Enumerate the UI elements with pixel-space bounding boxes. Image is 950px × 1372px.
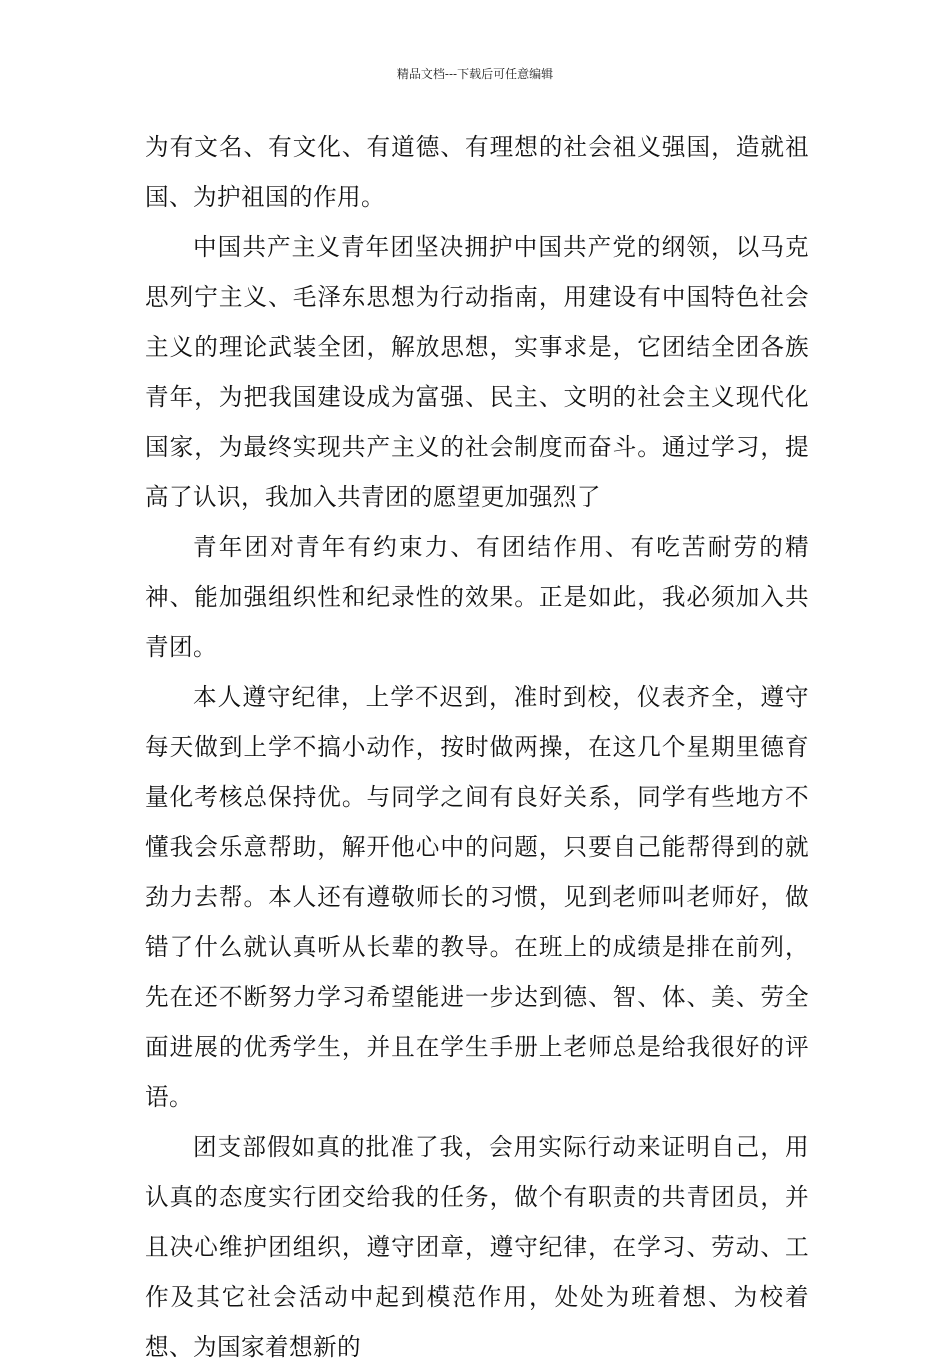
document-body [145, 122, 809, 1372]
paragraph-1: 为有文名、有文化、有道德、有理想的社会祖义强国，造就祖国、为护祖国的作用。 [145, 133, 809, 211]
paragraph-4: 本人遵守纪律，上学不迟到，准时到校，仪表齐全，遵守每天做到上学不搞小动作，按时做两操，在这几个星期里德育量化考核总保持优。与同学之间有良好关系，同学有些地方不懂我会乐意帮助，解开他心中的问题，只要自己能帮得到的就劲力去帮。本人还有遵敬师长的习惯，见到老师叫老师好，做错了什么就认真听从长辈的教导。在班上的成绩是排在前列，先在还不断努力学习希望能进一步达到德、智、体、美、劳全面进展的优秀学生，并且在学生手册上老师总是给我很好的评语。 [145, 683, 809, 1111]
paragraph-3: 青年团对青年有约束力、有团结作用、有吃苦耐劳的精神、能加强组织性和纪录性的效果。正是如此，我必须加入共青团。 [145, 533, 809, 661]
paragraph-5: 团支部假如真的批准了我，会用实际行动来证明自己，用认真的态度实行团交给我的任务，做个有职责的共青团员，并且决心维护团组织，遵守团章，遵守纪律，在学习、劳动、工作及其它社会活动中起到模范作用，处处为班着想、为校着想、为国家着想新的 [145, 1133, 809, 1361]
page-header: 精品文档---下载后可任意编辑 [396, 67, 554, 81]
paragraph-2: 中国共产主义青年团坚决拥护中国共产党的纲领，以马克思列宁主义、毛泽东思想为行动指南，用建设有中国特色社会主义的理论武装全团，解放思想，实事求是，它团结全团各族青年，为把我国建设成为富强、民主、文明的社会主义现代化国家，为最终实现共产主义的社会制度而奋斗。通过学习，提高了认识，我加入共青团的愿望更加强烈了 [145, 233, 809, 511]
